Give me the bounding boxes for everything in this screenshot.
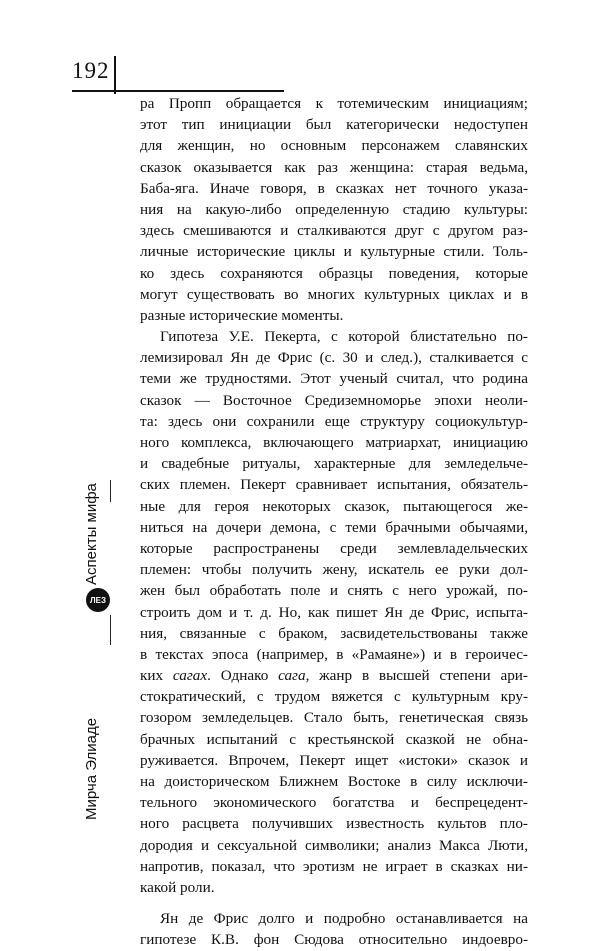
text-line: жен был обработать поле и снять с него урожай, по- — [140, 582, 528, 600]
text-line: разные исторические моменты. — [140, 306, 344, 324]
text-line: руживается. Впрочем, Пекерт ищет «истоки» сказок и — [140, 751, 528, 769]
text-line: напротив, показал, что эротизм не играет в сказках ни- — [140, 857, 528, 875]
paragraph-1 — [140, 93, 528, 326]
text-line: Баба-яга. Иначе говоря, в сказках нет точного указа- — [140, 179, 528, 197]
text-line: тельного экономического богатства и беспрецедент- — [140, 794, 528, 812]
publisher-logo: ЛЕЗ — [86, 588, 110, 612]
text-line: лемизировал Ян де Фрис (с. 30 и след.), сталкивается с — [140, 349, 528, 367]
running-title-text: Аспекты мифа — [83, 483, 100, 585]
text-line: здесь смешиваются и сталкиваются друг с другом раз- — [140, 222, 528, 240]
header-horizontal-rule — [72, 90, 284, 92]
paragraph-2 — [140, 326, 528, 898]
side-rule-top — [110, 480, 111, 502]
text-line: ра Пропп обращается к тотемическим инициациям; — [140, 95, 528, 112]
text-line: ниться на дочери демона, с теми брачными обычаями, — [140, 518, 528, 536]
text-line: ния на какую-либо определенную стадию культуры: — [140, 200, 528, 218]
text-line: для женщин, но основным персонажем славянских — [140, 137, 528, 155]
text-line: Ян де Фрис долго и подробно останавливается на — [160, 910, 528, 928]
text-line: этот тип инициации был категорически недоступен — [140, 116, 528, 134]
text-line: строить дом и т. д. Но, как пишет Ян де Фрис, испыта- — [140, 603, 528, 621]
text-line: ких сагах. Однако сага, жанр в высшей степени ари- — [140, 667, 528, 685]
text-line: на доисторическом Ближнем Востоке в силу исключи- — [140, 773, 528, 790]
text-line: сказок оказывается как раз женщина: старая ведьма, — [140, 158, 528, 176]
text-line: которые распространены среди землевладельческих — [140, 539, 528, 557]
text-line: и свадебные ритуалы, характерные для земледельче- — [140, 455, 528, 473]
running-author-text: Мирча Элиаде — [83, 717, 100, 820]
text-line: гипотезе К.В. фон Сюдова относительно индоевро- — [140, 931, 528, 949]
text-line: ко здесь сохраняются образцы поведения, которые — [140, 264, 528, 282]
text-line: гозором земледельцев. Стало быть, генетическая связь — [140, 709, 528, 727]
paragraph-gap — [140, 898, 528, 908]
side-rule-bottom — [110, 615, 111, 645]
text-line: та: здесь они сохранили еще структуру социокультур- — [140, 412, 528, 430]
text-line: ния, связанные с браком, засвидетельствованы также — [140, 624, 528, 642]
page-number: 192 — [72, 58, 110, 83]
header-vertical-rule — [114, 56, 116, 94]
paragraph-3 — [140, 908, 528, 950]
text-line: теми же трудностями. Этот ученый считал, что родина — [140, 370, 528, 388]
text-line: племен: чтобы получить жену, искатель ее руки дол- — [140, 561, 528, 579]
text-line: в текстах эпоса (например, в «Рамаяне») и в героичес- — [140, 645, 528, 663]
text-line: дородия и сексуальной символики; анализ Макса Люти, — [140, 836, 528, 854]
text-line: могут существовать во многих культурных циклах и в — [140, 285, 528, 303]
text-line: ные для героя некоторых сказок, пытающегося же- — [140, 497, 528, 515]
text-line: стократический, с трудом вяжется с культурным кру- — [140, 688, 528, 706]
text-line: ного расцвета получивших известность культов пло- — [140, 815, 528, 833]
text-line: брачных испытаний с крестьянской сказкой не обна- — [140, 730, 528, 748]
text-line: какой роли. — [140, 878, 215, 896]
text-line: ного комплекса, включающего матриархат, инициацию — [140, 434, 528, 451]
running-author — [83, 717, 143, 837]
text-line: личные исторические циклы и культурные стили. Толь- — [140, 243, 528, 261]
text-line: Гипотеза У.Е. Пекерта, с которой блистательно по- — [160, 328, 528, 346]
body-text — [140, 93, 528, 951]
text-line: ских племен. Пекерт сравнивает испытания, обязатель- — [140, 476, 528, 494]
text-line: сказок — Восточное Средиземноморье эпохи неоли- — [140, 391, 528, 409]
